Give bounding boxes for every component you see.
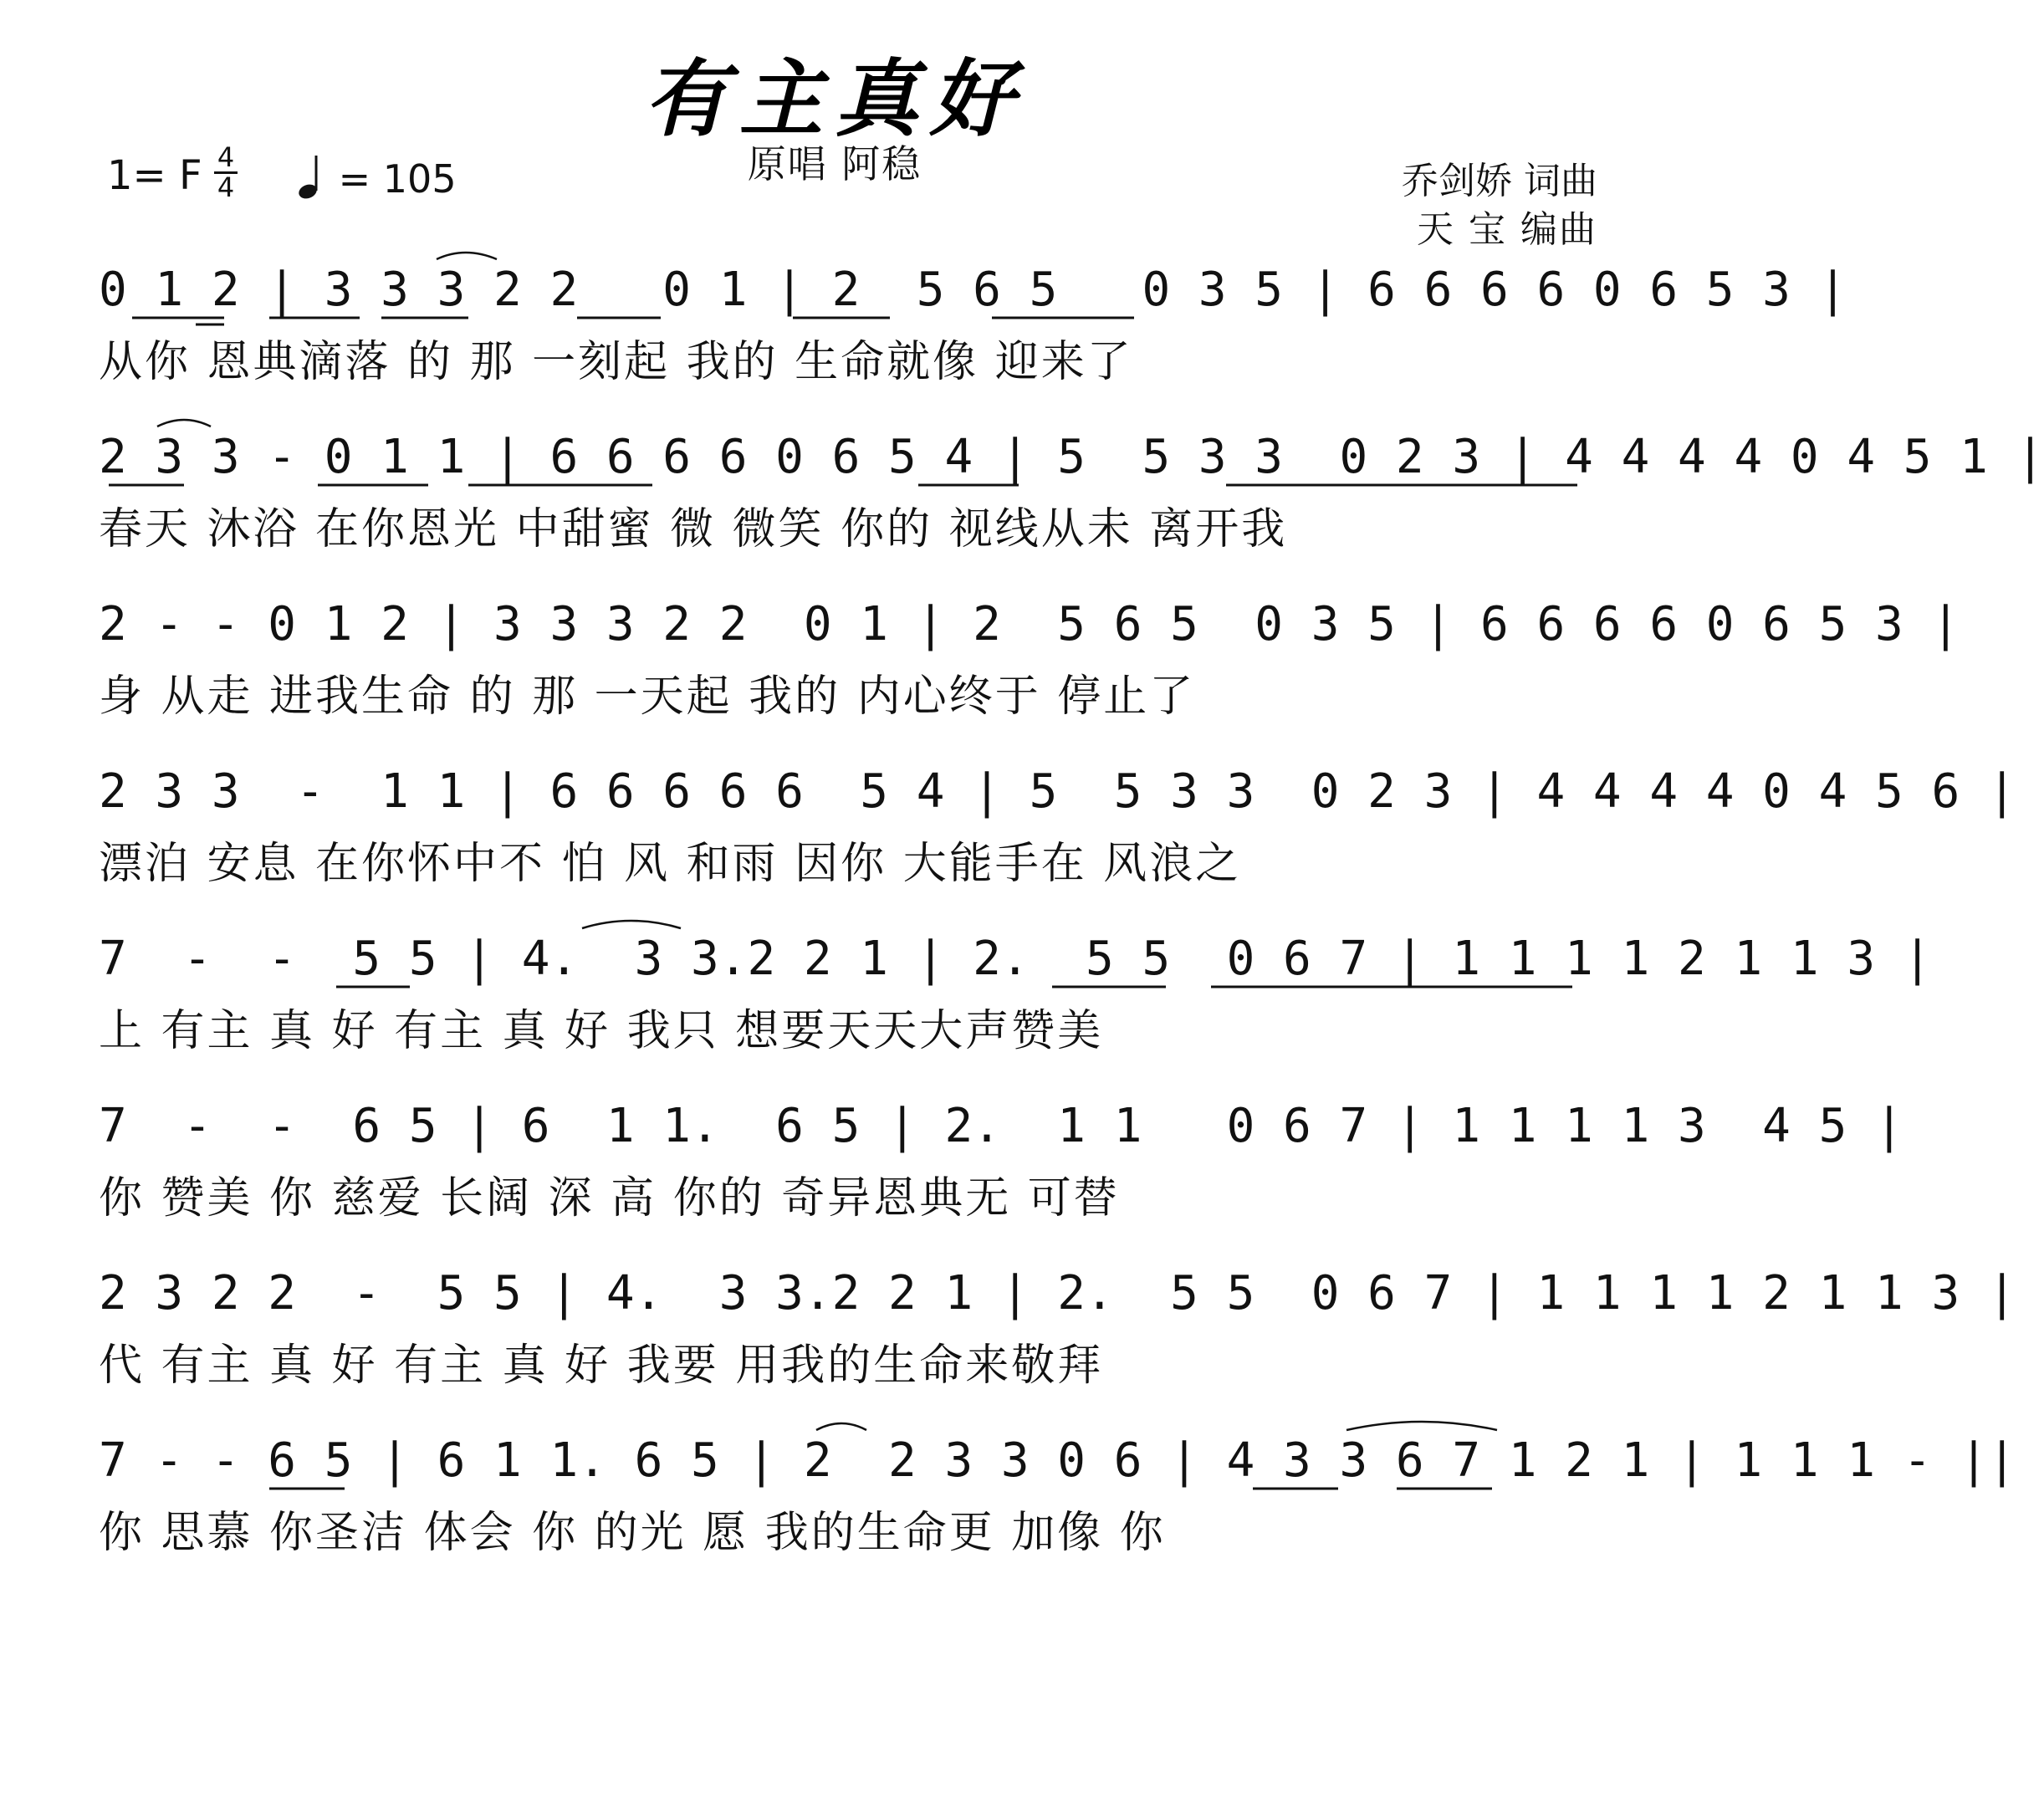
time-signature-bottom: 4	[217, 171, 235, 203]
lyrics-row-8: 你 思慕 你圣洁 体会 你 的光 愿 我的生命更 加像 你	[99, 1508, 1166, 1558]
quarter-note-icon	[293, 152, 326, 202]
notation-row-6: 7 - - 6 5 | 6 1 1. 6 5 | 2. 1 1 0 6 7 | 1 1 1 1 3 4 5 |	[99, 1099, 1903, 1153]
lyrics-row-4: 漂泊 安息 在你怀中不 怕 风 和雨 因你 大能手在 风浪之	[99, 839, 1242, 889]
tempo-value: = 105	[338, 156, 457, 202]
lyrics-row-5: 上 有主 真 好 有主 真 好 我只 想要天天大声赞美	[99, 1006, 1104, 1056]
notation-row-8: 7 - - 6 5 | 6 1 1. 6 5 | 2 2 3 3 0 6 | 4 3 3 6 7 1 2 1 | 1 1 1 - ||	[99, 1433, 2016, 1488]
notation-row-1: 0 1 2 | 3 3 3 2 2 0 1 | 2 5 6 5 0 3 5 | 6 6 6 6 0 6 5 3 |	[99, 263, 1847, 317]
lyrics-row-7: 代 有主 真 好 有主 真 好 我要 用我的生命来敬拜	[99, 1341, 1104, 1391]
lyrics-row-6: 你 赞美 你 慈爱 长阔 深 高 你的 奇异恩典无 可替	[99, 1173, 1120, 1223]
notation-row-4: 2 3 3 - 1 1 | 6 6 6 6 6 5 4 | 5 5 3 3 0 2 3 | 4 4 4 4 0 4 5 6 |	[99, 764, 2016, 819]
notation-row-5: 7 - - 5 5 | 4. 3 3.2 2 1 | 2. 5 5 0 6 7 | 1 1 1 1 2 1 1 3 |	[99, 932, 1932, 986]
notation-row-3: 2 - - 0 1 2 | 3 3 3 2 2 0 1 | 2 5 6 5 0 3 5 | 6 6 6 6 0 6 5 3 |	[99, 597, 1960, 651]
tempo-marking	[293, 152, 457, 202]
original-singer: 原唱 阿稳	[747, 141, 922, 186]
lyrics-row-1: 从你 恩典滴落 的 那 一刻起 我的 生命就像 迎来了	[99, 337, 1133, 387]
song-title: 有主真好	[644, 49, 1025, 148]
lyrics-row-3: 身 从走 进我生命 的 那 一天起 我的 内心终于 停止了	[99, 672, 1196, 722]
time-signature-top: 4	[217, 141, 235, 173]
lyricist-composer-credit: 乔剑娇 词曲	[1402, 160, 1597, 202]
notation-row-7: 2 3 2 2 - 5 5 | 4. 3 3.2 2 1 | 2. 5 5 0 6 7 | 1 1 1 1 2 1 1 3 |	[99, 1266, 2016, 1320]
lyrics-row-2: 春天 沐浴 在你恩光 中甜蜜 微 微笑 你的 视线从未 离开我	[99, 504, 1288, 554]
key-signature: 1= F	[107, 152, 202, 199]
time-signature	[211, 141, 241, 203]
arranger-credit: 天 宝 编曲	[1417, 208, 1597, 251]
notation-row-2: 2 3 3 - 0 1 1 | 6 6 6 6 0 6 5 4 | 5 5 3 3 0 2 3 | 4 4 4 4 0 4 5 1 |	[99, 430, 2044, 484]
